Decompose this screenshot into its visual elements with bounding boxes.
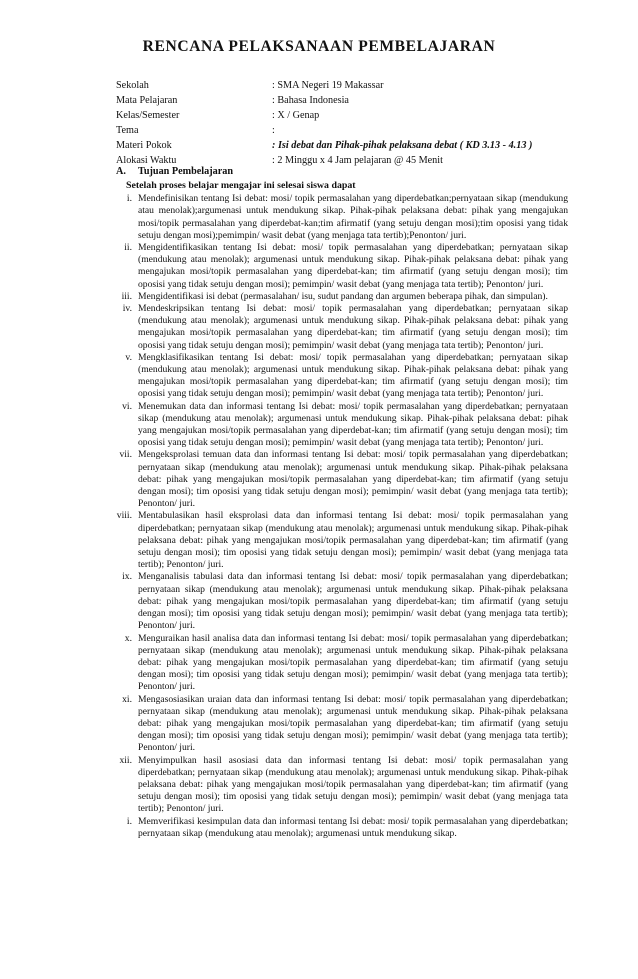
document-title: RENCANA PELAKSANAAN PEMBELAJARAN (142, 38, 496, 55)
list-item-text: Menganalisis tabulasi data dan informasi tentang Isi debat: mosi/ topik permasalahan yang diperdebatkan; pernyataan sikap (mendukung atau menolak); argumenasi untuk mendukung sikap. Pihak-pihak pelaksana debat: pihak yang mengajukan mosi/topik permasalahan yang diperdebat-kan; tim afirmatif (yang setuju dengan mosi); tim oposisi yang tidak setuju dengan mosi); pemimpin/ wasit debat (yang menjaga tata tertib); Penonton/ juri. (138, 571, 568, 632)
info-value: : Isi debat dan Pihak-pihak pelaksana debat ( KD 3.13 - 4.13 ) (272, 140, 533, 151)
info-label: Alokasi Waktu (116, 155, 177, 166)
list-item (116, 291, 568, 303)
list-item-numeral: iv. (122, 303, 132, 315)
section-heading (116, 165, 568, 179)
list-item-text: Menemukan data dan informasi tentang Isi debat: mosi/ topik permasalahan yang diperdebatkan; pernyataan sikap (mendukung atau menolak); argumenasi untuk mendukung sikap. Pihak-pihak pelaksana debat: pihak yang mengajukan mosi/topik permasalahan yang diperdebat-kan; tim afirmatif (yang setuju dengan mosi); tim oposisi yang tidak setuju dengan mosi); pemimpin/ wasit debat (yang menjaga tata tertib); Penonton/ juri. (138, 400, 568, 449)
list-item (116, 401, 568, 450)
info-value: : 2 Minggu x 4 Jam pelajaran @ 45 Menit (272, 155, 443, 166)
info-row-mata-pelajaran (116, 93, 556, 108)
list-item-text: Mengidentifikasi isi debat (permasalahan/ isu, sudut pandang dan argumen beberapa pihak, dan simpulan). (138, 290, 548, 302)
list-item-text: Menyimpulkan hasil asosiasi data dan informasi tentang Isi debat: mosi/ topik permasalahan yang diperdebatkan; pernyataan sikap (mendukung atau menolak); argumenasi untuk mendukung sikap. Pihak-pihak pelaksana debat: pihak yang mengajukan mosi/topik permasalahan yang diperdebat-kan; tim afirmatif (yang setuju dengan mosi); tim oposisi yang tidak setuju dengan mosi); pemimpin/ wasit debat (yang menjaga tata tertib); Penonton/ juri. (138, 754, 568, 815)
list-item-numeral: ii. (124, 242, 132, 253)
list-item-text: Mentabulasikan hasil eksprolasi data dan informasi tentang Isi debat: mosi/ topik permasalahan yang diperdebatkan; pernyataan sikap (mendukung atau menolak); argumenasi untuk mendukung sikap. Pihak-pihak pelaksana debat: pihak yang mengajukan mosi/topik permasalahan yang diperdebat-kan; tim afirmatif (yang setuju dengan mosi); tim oposisi yang tidak setuju dengan mosi); pemimpin/ wasit debat (yang menjaga tata tertib); Penonton/ juri. (138, 510, 568, 571)
objectives-list (116, 193, 568, 840)
list-item-text: Mengeksprolasi temuan data dan informasi tentang Isi debat: mosi/ topik permasalahan yang diperdebatkan; pernyataan sikap (mendukung atau menolak); argumenasi untuk mendukung sikap. Pihak-pihak pelaksana debat: pihak yang mengajukan mosi/topik permasalahan yang diperdebat-kan; tim afirmatif (yang setuju dengan mosi); tim oposisi yang tidak setuju dengan mosi); pemimpin/ wasit debat (yang menjaga tata tertib); Penonton/ juri. (138, 449, 568, 510)
list-item (116, 816, 568, 840)
info-label: Materi Pokok (116, 140, 172, 151)
list-item (116, 755, 568, 816)
list-item-text: Mendeskripsikan tentang Isi debat: mosi/ topik permasalahan yang diperdebatkan; pernyataan sikap (mendukung atau menolak); argumenasi untuk mendukung sikap. Pihak-pihak pelaksana debat: pihak yang mengajukan mosi/topik permasalahan yang diperdebat-kan; tim afirmatif (yang setuju dengan mosi); tim oposisi yang tidak setuju dengan mosi); pemimpin/ wasit debat (yang menjaga tata tertib); Penonton/ juri. (138, 303, 568, 351)
list-item-numeral: i. (126, 193, 132, 205)
list-item (116, 694, 568, 755)
list-item-text: Mengasosiasikan uraian data dan informasi tentang Isi debat: mosi/ topik permasalahan yang diperdebatkan; pernyataan sikap (mendukung atau menolak); argumenasi untuk mendukung sikap. Pihak-pihak pelaksana debat: pihak yang mengajukan mosi/topik permasalahan yang diperdebat-kan; tim afirmatif (yang setuju dengan mosi); tim oposisi yang tidak setuju dengan mosi); pemimpin/ wasit debat (yang menjaga tata tertib); Penonton/ juri. (138, 693, 568, 754)
info-row-tema (116, 123, 556, 138)
section-letter: A. (116, 166, 126, 177)
list-item (116, 242, 568, 291)
list-item (116, 571, 568, 632)
list-item (116, 633, 568, 694)
list-item-text: Menguraikan hasil analisa data dan informasi tentang Isi debat: mosi/ topik permasalahan yang diperdebatkan; pernyataan sikap (mendukung atau menolak); argumenasi untuk mendukung sikap. Pihak-pihak pelaksana debat: pihak yang mengajukan mosi/topik permasalahan yang diperdebat-kan; tim afirmatif (yang setuju dengan mosi); tim oposisi yang tidak setuju dengan mosi); pemimpin/ wasit debat (yang menjaga tata tertib); Penonton/ juri. (138, 632, 568, 693)
list-item-numeral: xii. (119, 754, 132, 766)
list-item-text: Mendefinisikan tentang Isi debat: mosi/ topik permasalahan yang diperdebatkan;pernyataan sikap (mendukung atau menolak);argumenasi untuk mendukung sikap. Pihak-pihak pelaksana debat: pihak yang mengajukan mosi/topik permasalahan yang diperdebat-kan;tim afirmatif (yang setuju dengan mosi);tim oposisi yang tidak setuju dengan mosi);pemimpin/ wasit debat (yang menjaga tata tertib);Penonton/ juri. (138, 193, 568, 241)
section-tujuan-pembelajaran (116, 165, 568, 840)
info-row-sekolah (116, 78, 556, 93)
info-value: : Bahasa Indonesia (272, 95, 349, 106)
list-item (116, 352, 568, 401)
list-item-numeral: viii. (116, 510, 132, 522)
list-item-numeral: i. (126, 815, 132, 827)
list-item-numeral: ix. (122, 571, 132, 583)
info-label: Tema (116, 125, 139, 136)
info-label: Mata Pelajaran (116, 95, 178, 106)
list-item-numeral: vi. (122, 400, 132, 412)
list-item-numeral: x. (124, 632, 132, 644)
list-item (116, 193, 568, 242)
info-label: Kelas/Semester (116, 110, 180, 121)
list-item (116, 449, 568, 510)
list-item-text: Memverifikasi kesimpulan data dan informasi tentang Isi debat: mosi/ topik permasalahan yang diperdebatkan; pernyataan sikap (mendukung atau menolak); argumenasi untuk mendukung sikap. (138, 815, 568, 839)
section-subheading: Setelah proses belajar mengajar ini selesai siswa dapat (126, 179, 356, 191)
info-row-kelas-semester (116, 108, 556, 123)
info-row-materi-pokok (116, 138, 556, 153)
list-item-numeral: v. (125, 351, 132, 363)
list-item (116, 303, 568, 352)
info-value: : X / Genap (272, 110, 320, 121)
section-heading-text: Tujuan Pembelajaran (138, 166, 233, 177)
info-label: Sekolah (116, 80, 149, 91)
list-item (116, 510, 568, 571)
list-item-numeral: xi. (122, 693, 132, 705)
list-item-text: Mengidentifikasikan tentang Isi debat: mosi/ topik permasalahan yang diperdebatkan; pernyataan sikap (mendukung atau menolak); argumenasi untuk mendukung sikap. Pihak-pihak pelaksana debat: pihak yang mengajukan mosi/topik permasalahan yang diperdebat-kan; tim afirmatif (yang setuju dengan mosi); tim oposisi yang tidak setuju dengan mosi); pemimpin/ wasit debat (yang menjaga tata tertib); Penonton/ juri. (138, 242, 568, 290)
info-value: : SMA Negeri 19 Makassar (272, 80, 384, 91)
list-item-numeral: vii. (119, 449, 132, 461)
list-item-numeral: iii. (121, 290, 132, 302)
info-value: : (272, 125, 275, 136)
identity-block (116, 78, 556, 168)
list-item-text: Mengklasifikasikan tentang Isi debat: mosi/ topik permasalahan yang diperdebatkan; pernyataan sikap (mendukung atau menolak); argumenasi untuk mendukung sikap. Pihak-pihak pelaksana debat: pihak yang mengajukan mosi/topik permasalahan yang diperdebat-kan; tim afirmatif (yang setuju dengan mosi); tim oposisi yang tidak setuju dengan mosi); pemimpin/ wasit debat (yang menjaga tata tertib); Penonton/ juri. (138, 351, 568, 400)
